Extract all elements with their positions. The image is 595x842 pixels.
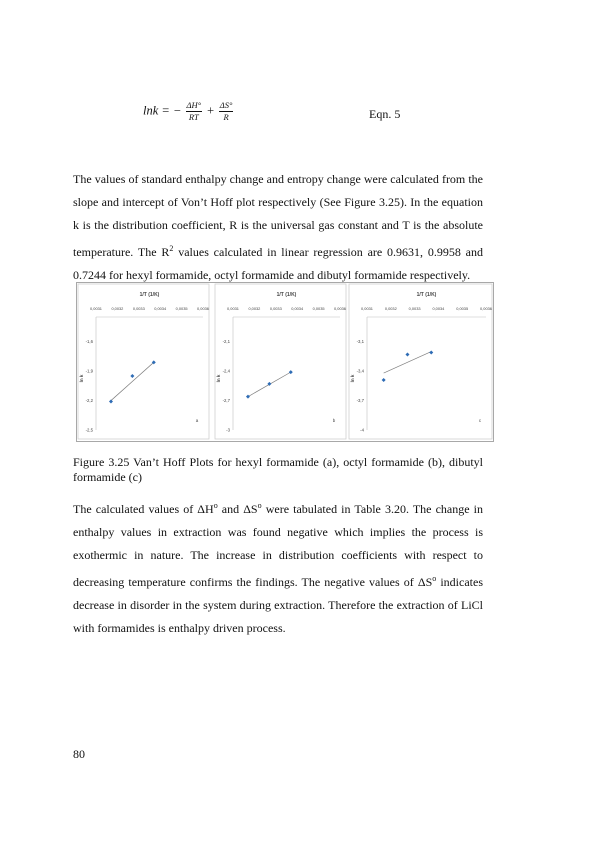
paragraph2-t2: and ΔS <box>217 502 258 516</box>
panel-b-x-tick-label: 0,0034 <box>291 306 304 311</box>
equation-lhs: lnk = − <box>143 103 182 118</box>
panel-a-x-tick-label: 0,0033 <box>132 306 145 311</box>
entropy-numerator: ΔS° <box>219 100 233 110</box>
paragraph-thermodynamics <box>73 494 483 640</box>
equation-plus: + <box>206 103 215 118</box>
panel-b-y-tick-label: -2,1 <box>222 339 230 345</box>
figure-caption: Figure 3.25 Van’t Hoff Plots for hexyl formamide (a), octyl formamide (b), dibutyl formamide (c) <box>73 455 483 484</box>
panel-b-letter: b <box>332 418 336 423</box>
panel-c-y-tick-label: -4 <box>360 427 364 433</box>
paragraph-regression <box>73 168 483 287</box>
panel-c-x-tick-label: 0,0035 <box>456 306 469 311</box>
panel-b-x-tick-label: 0,0035 <box>312 306 325 311</box>
panel-a-letter: a <box>195 418 199 423</box>
panel-a-y-tick-label: -1,9 <box>85 368 93 374</box>
panel-b-x-tick-label: 0,0032 <box>248 306 261 311</box>
panel-b-y-tick-label: -2,4 <box>222 368 230 374</box>
panel-a-y-tick-label: -2,5 <box>85 427 93 433</box>
panel-c-x-tick-label: 0,0032 <box>384 306 397 311</box>
paragraph1-text-a: The values of standard enthalpy change and entropy change were calculated from the slope and intercept of Von’t Hoff plot respectively (See Figure 3.25). In the equation k is the distribution coefficient, R is the universal gas constant and T is the absolute temperature. The R <box>73 172 483 259</box>
r-squared-superscript: 2 <box>169 244 174 253</box>
entropy-denominator: R <box>223 112 229 122</box>
panel-c-y-tick-label: -3,7 <box>356 398 364 404</box>
enthalpy-denominator: RT <box>188 112 199 122</box>
deg-sup-2: o <box>257 501 262 510</box>
panel-a-x-tick-label: 0,0034 <box>154 306 167 311</box>
panel-a-x-tick-label: 0,0031 <box>90 306 102 311</box>
deg-sup-3: o <box>432 574 437 583</box>
panel-b-y-axis-label: ln k <box>216 374 221 383</box>
panel-b-x-tick-label: 0,0033 <box>269 306 282 311</box>
panel-c-axis-title: 1/T (1/K) <box>416 292 437 298</box>
paragraph1-text-b: values calculated in linear regression are 0.9631, 0.9958 and 0.7244 for hexyl formamide, octyl formamide and dibutyl formamide respectively. <box>73 245 483 282</box>
panel-c-letter: c <box>478 418 482 423</box>
equation-5 <box>143 100 443 136</box>
deg-sup-1: o <box>213 501 218 510</box>
panel-c-y-tick-label: -3,4 <box>356 368 364 374</box>
panel-b <box>215 284 346 439</box>
panel-b-y-tick-label: -3 <box>226 427 230 433</box>
panel-c-x-tick-label: 0,0036 <box>480 306 492 311</box>
panel-a-y-tick-label: -2,2 <box>85 398 93 404</box>
panel-b-x-tick-label: 0,0031 <box>227 306 239 311</box>
panel-a-y-axis-label: ln k <box>79 374 84 383</box>
entropy-fraction <box>219 100 234 123</box>
enthalpy-numerator: ΔH° <box>186 100 202 110</box>
enthalpy-fraction <box>186 100 203 123</box>
panel-b-y-tick-label: -2,7 <box>222 398 230 404</box>
paragraph2-t1: The calculated values of ΔH <box>73 502 214 516</box>
vant-hoff-plots-svg <box>77 283 493 441</box>
paragraph2-t4: indicates decrease in disorder in the system during extraction. Therefore the extraction of LiCl with formamides is enthalpy driven process. <box>73 575 483 635</box>
panel-c-y-axis-label: ln k <box>350 374 355 383</box>
panel-a-x-tick-label: 0,0036 <box>197 306 209 311</box>
paragraph2-t3: were tabulated in Table 3.20. The change in enthalpy values in extraction was found negative which implies the process is exothermic in nature. The increase in distribution coefficients with respect to decreasing temperature confirms the findings. The negative values of ΔS <box>73 502 483 589</box>
panel-c <box>349 284 492 439</box>
panel-c-y-tick-label: -3,1 <box>356 339 364 345</box>
equation-label: Eqn. 5 <box>369 107 401 121</box>
panel-a-y-tick-label: -1,6 <box>85 339 93 345</box>
panel-a-x-tick-label: 0,0035 <box>175 306 188 311</box>
panel-c-x-tick-label: 0,0034 <box>432 306 445 311</box>
page-number: 80 <box>73 747 85 761</box>
vant-hoff-figure <box>76 282 494 442</box>
equation-math <box>143 100 234 123</box>
panel-c-x-tick-label: 0,0031 <box>361 306 373 311</box>
panel-a-x-tick-label: 0,0032 <box>111 306 124 311</box>
panel-a-axis-title: 1/T (1/K) <box>139 292 160 298</box>
panel-b-x-tick-label: 0,0036 <box>334 306 346 311</box>
panel-a <box>78 284 209 439</box>
panel-b-axis-title: 1/T (1/K) <box>276 292 297 298</box>
panel-c-x-tick-label: 0,0033 <box>408 306 421 311</box>
